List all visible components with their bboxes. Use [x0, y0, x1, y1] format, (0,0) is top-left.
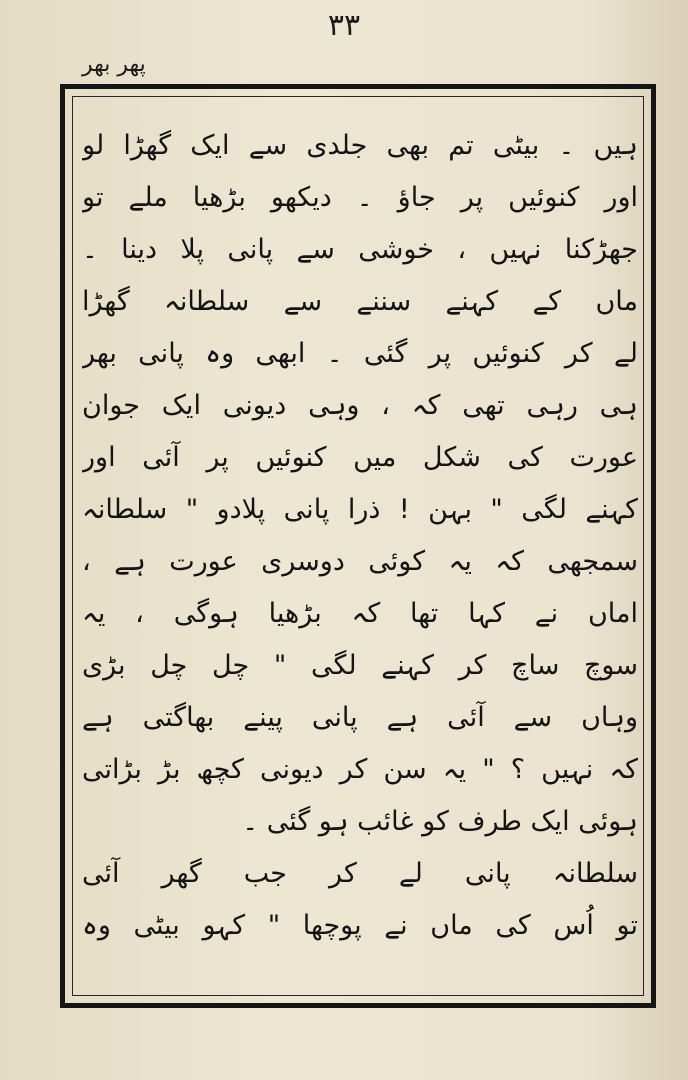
text-line: سلطانہ پانی لے کر جب گھر آئی [82, 858, 638, 889]
text-line: ہی رہی تھی کہ ، وہی دیونی ایک جوان [82, 390, 638, 421]
text-line: سوچ ساچ کر کہنے لگی " چل چل بڑی [82, 650, 638, 681]
catchword: پھر بھر [82, 52, 146, 77]
text-line: ہیں ۔ بیٹی تم بھی جلدی سے ایک گھڑا لو [82, 130, 638, 161]
body-text [82, 120, 638, 952]
text-line: سمجھی کہ یہ کوئی دوسری عورت ہے ، [82, 546, 638, 577]
text-line: وہاں سے آئی ہے پانی پینے بھاگتی ہے [82, 702, 638, 733]
text-line: تو اُس کی ماں نے پوچھا " کہو بیٹی وہ [82, 910, 638, 941]
text-line: عورت کی شکل میں کنوئیں پر آئی اور [82, 442, 638, 473]
page-number: ۳۳ [327, 8, 361, 43]
text-line: اماں نے کہا تھا کہ بڑھیا ہوگی ، یہ [82, 598, 638, 629]
text-line: لے کر کنوئیں پر گئی ۔ ابھی وہ پانی بھر [82, 338, 638, 369]
text-line: کہ نہیں ؟ " یہ سن کر دیونی کچھ بڑ بڑاتی [82, 754, 638, 785]
text-line: جھڑکنا نہیں ، خوشی سے پانی پلا دینا ۔ [82, 234, 638, 265]
text-line: ہوئی ایک طرف کو غائب ہو گئی ۔ [242, 806, 638, 837]
text-line: اور کنوئیں پر جاؤ ۔ دیکھو بڑھیا ملے تو [82, 182, 638, 213]
text-line: کہنے لگی " بہن ! ذرا پانی پلادو " سلطانہ [82, 494, 638, 525]
text-line: ماں کے کہنے سننے سے سلطانہ گھڑا [82, 286, 638, 317]
